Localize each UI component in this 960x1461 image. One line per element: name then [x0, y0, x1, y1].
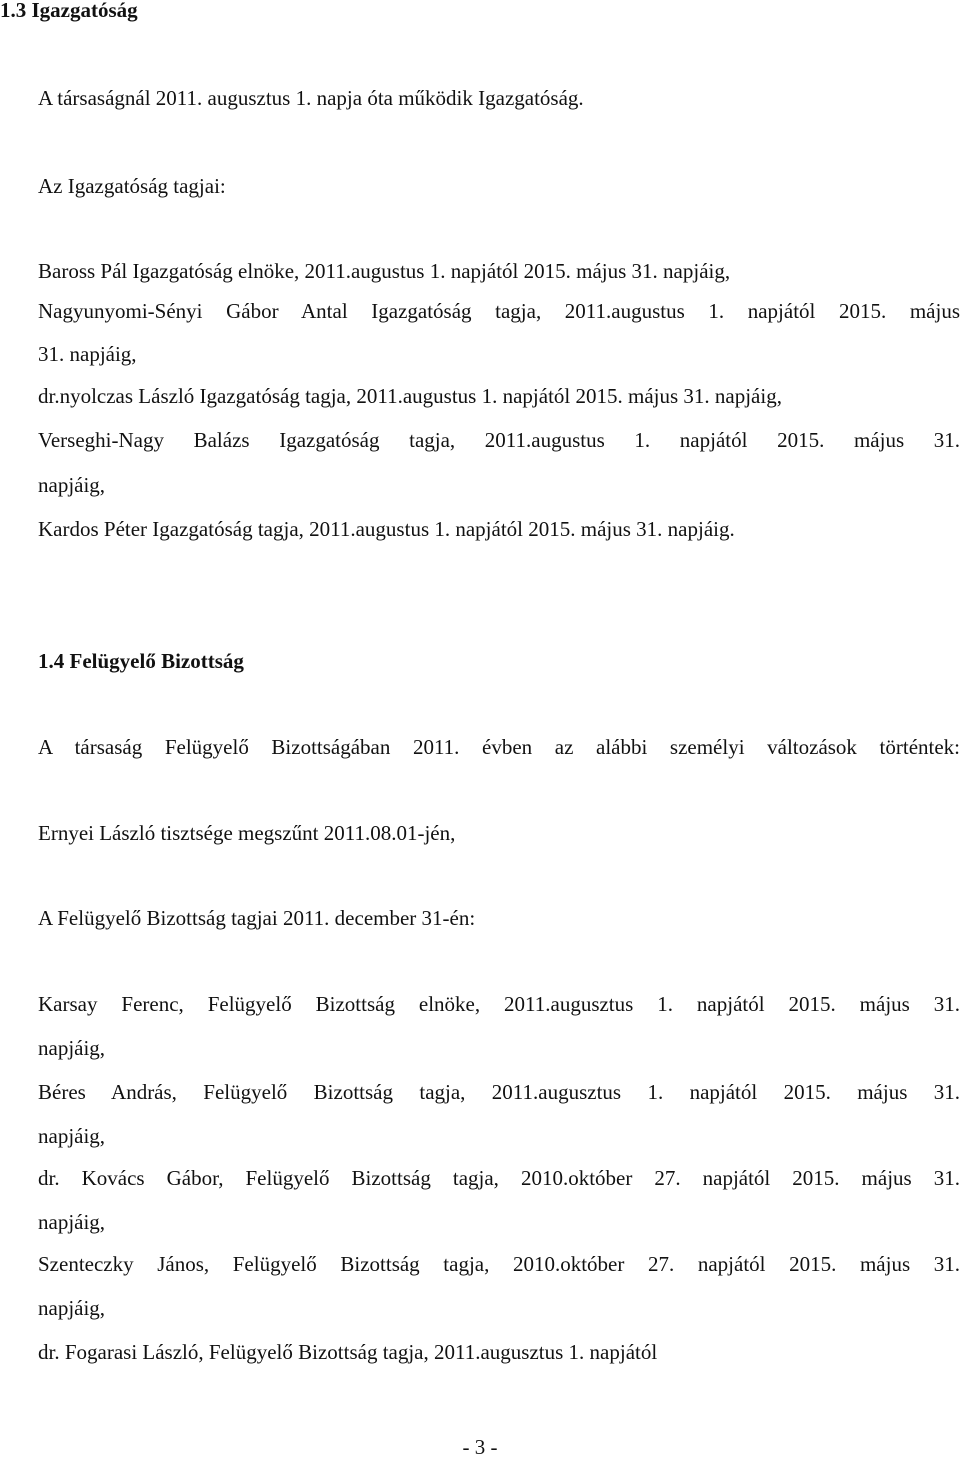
board-member-line: Verseghi-Nagy Balázs Igazgatóság tagja, 2011.augustus 1. napjától 2015. május 31.: [38, 428, 960, 452]
supervisory-member-line: dr. Kovács Gábor, Felügyelő Bizottság tagja, 2010.október 27. napjától 2015. május 31.: [38, 1166, 960, 1190]
supervisory-member-line: napjáig,: [38, 1124, 106, 1148]
board-member-line: napjáig,: [38, 473, 106, 497]
board-member-line: Kardos Péter Igazgatóság tagja, 2011.augustus 1. napjától 2015. május 31. napjáig.: [38, 517, 735, 541]
board-member-line: Baross Pál Igazgatóság elnöke, 2011.augustus 1. napjától 2015. május 31. napjáig,: [38, 259, 731, 283]
section-1-4-change: Ernyei László tisztsége megszűnt 2011.08.01-jén,: [38, 821, 456, 845]
board-member-line: Nagyunyomi-Sényi Gábor Antal Igazgatóság tagja, 2011.augustus 1. napjától 2015. május: [38, 299, 960, 323]
section-1-3-intro: A társaságnál 2011. augusztus 1. napja óta működik Igazgatóság.: [38, 86, 584, 110]
supervisory-member-line: Karsay Ferenc, Felügyelő Bizottság elnöke, 2011.augusztus 1. napjától 2015. május 31.: [38, 992, 960, 1016]
supervisory-member-line: napjáig,: [38, 1296, 106, 1320]
section-1-4-members-label: A Felügyelő Bizottság tagjai 2011. december 31-én:: [38, 906, 476, 930]
supervisory-member-line: dr. Fogarasi László, Felügyelő Bizottság tagja, 2011.augusztus 1. napjától: [38, 1340, 658, 1364]
supervisory-member-line: Béres András, Felügyelő Bizottság tagja, 2011.augusztus 1. napjától 2015. május 31.: [38, 1080, 960, 1104]
section-1-4-intro: A társaság Felügyelő Bizottságában 2011. évben az alábbi személyi változások történtek:: [38, 735, 960, 759]
section-1-3-members-label: Az Igazgatóság tagjai:: [38, 174, 226, 198]
supervisory-member-line: napjáig,: [38, 1036, 106, 1060]
page-number: - 3 -: [462, 1435, 498, 1459]
supervisory-member-line: Szenteczky János, Felügyelő Bizottság tagja, 2010.október 27. napjától 2015. május 31.: [38, 1252, 960, 1276]
section-1-3-heading: 1.3 Igazgatóság: [0, 0, 138, 22]
board-member-line: 31. napjáig,: [38, 342, 137, 366]
section-1-4-heading: 1.4 Felügyelő Bizottság: [38, 649, 244, 673]
supervisory-member-line: napjáig,: [38, 1210, 106, 1234]
board-member-line: dr.nyolczas László Igazgatóság tagja, 2011.augustus 1. napjától 2015. május 31. napjáig,: [38, 384, 782, 408]
